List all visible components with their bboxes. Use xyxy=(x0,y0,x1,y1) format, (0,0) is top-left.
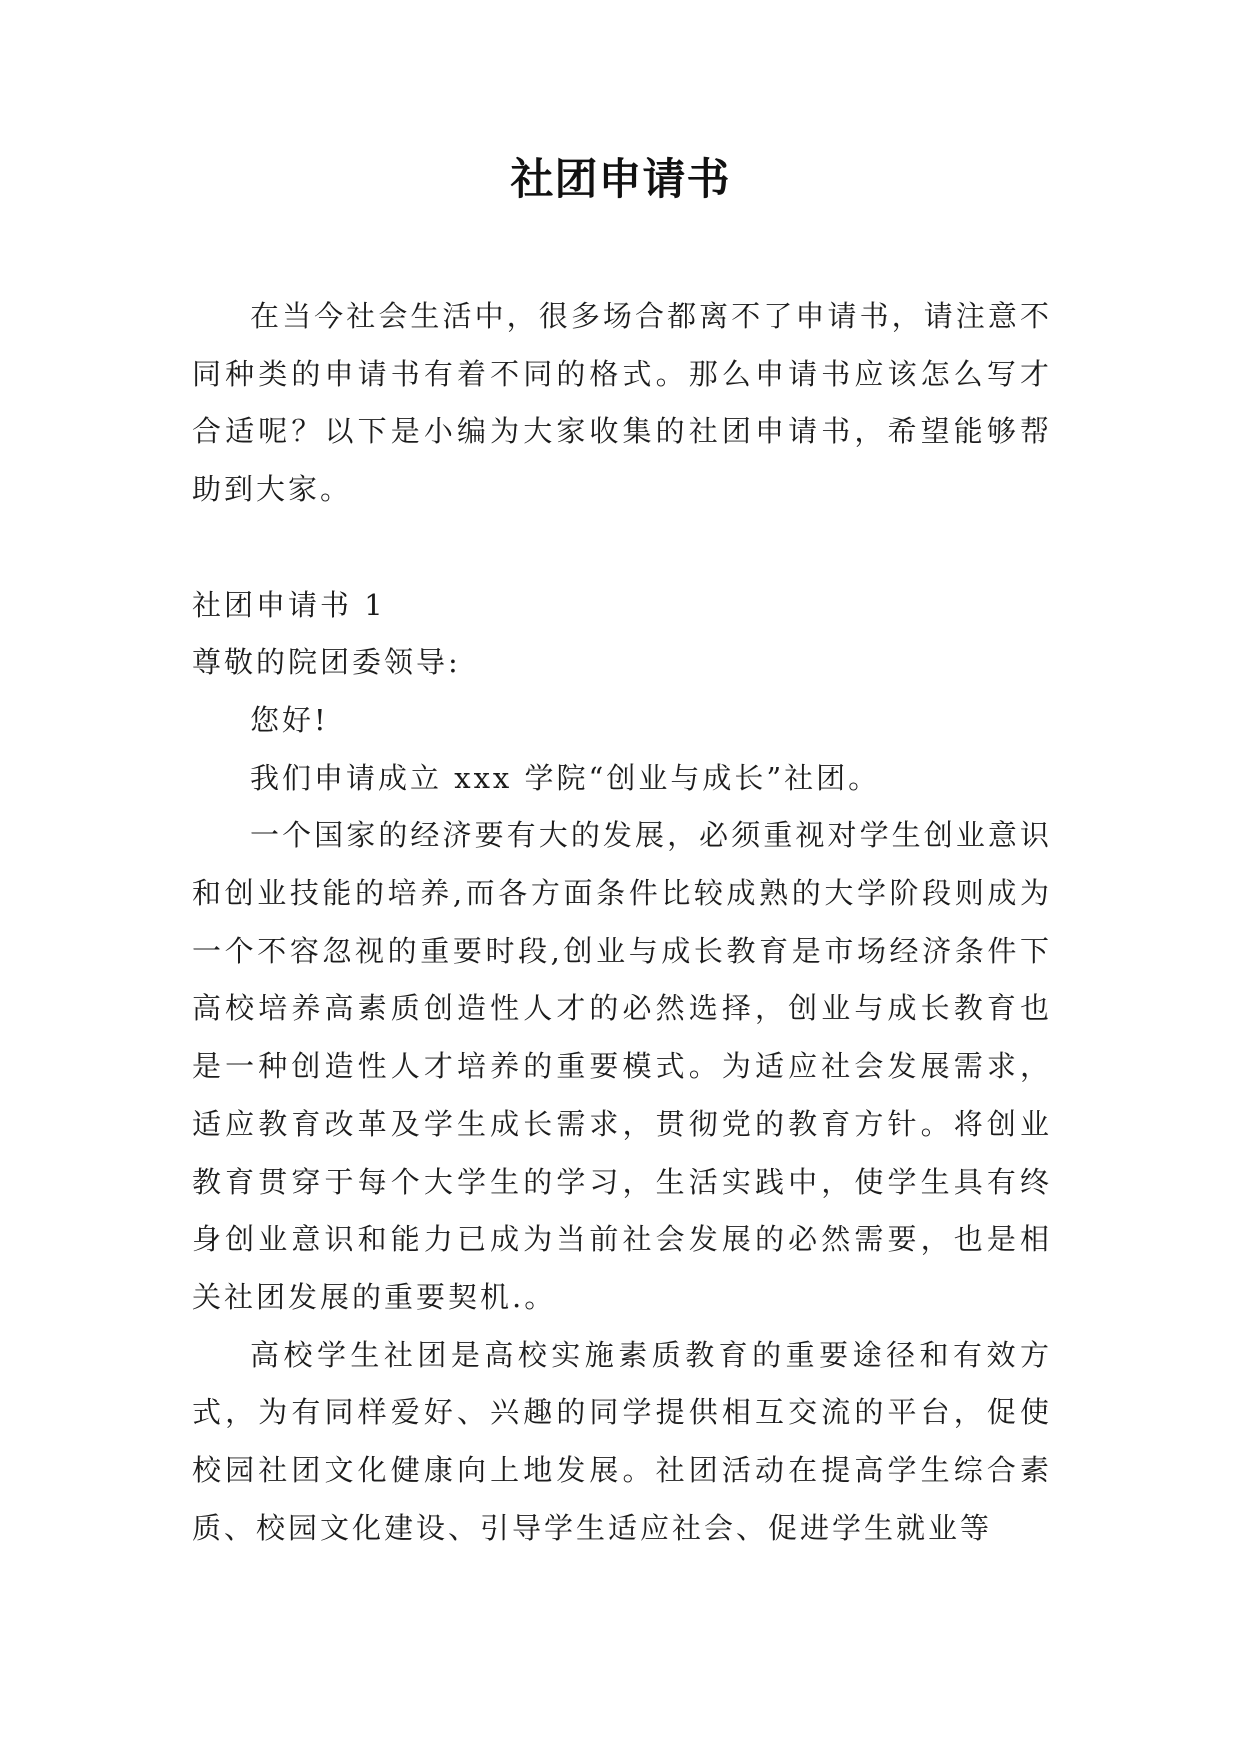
greeting: 您好! xyxy=(250,702,329,737)
section-heading: 社团申请书 1 xyxy=(192,587,386,622)
paragraph-spacer xyxy=(192,519,1052,577)
body-paragraph: 高校学生社团是高校实施素质教育的重要途径和有效方式，为有同样爱好、兴趣的同学提供相互交流的平台，促使校园社团文化健康向上地发展。社团活动在提高学生综合素质、校园文化建设、引导学生适应社会、促进学生就业等 xyxy=(192,1337,1052,1545)
body-paragraph: 一个国家的经济要有大的发展，必须重视对学生创业意识和创业技能的培养,而各方面条件比较成熟的大学阶段则成为一个不容忽视的重要时段,创业与成长教育是市场经济条件下高校培养高素质创造性人才的必然选择，创业与成长教育也是一种创造性人才培养的重要模式。为适应社会发展需求，适应教育改革及学生成长需求，贯彻党的教育方针。将创业教育贯穿于每个大学生的学习，生活实践中，使学生具有终身创业意识和能力已成为当前社会发展的必然需要，也是相关社团发展的重要契机.。 xyxy=(192,818,1052,1314)
document-title: 社团申请书 xyxy=(510,155,731,205)
intro-paragraph: 在当今社会生活中，很多场合都离不了申请书，请注意不同种类的申请书有着不同的格式。那么申请书应该怎么写才合适呢？以下是小编为大家收集的社团申请书，希望能够帮助到大家。 xyxy=(192,299,1052,507)
document-body xyxy=(192,288,1052,1557)
body-paragraph: 我们申请成立 xxx 学院“创业与成长”社团。 xyxy=(250,760,881,795)
salutation: 尊敬的院团委领导: xyxy=(192,645,461,680)
